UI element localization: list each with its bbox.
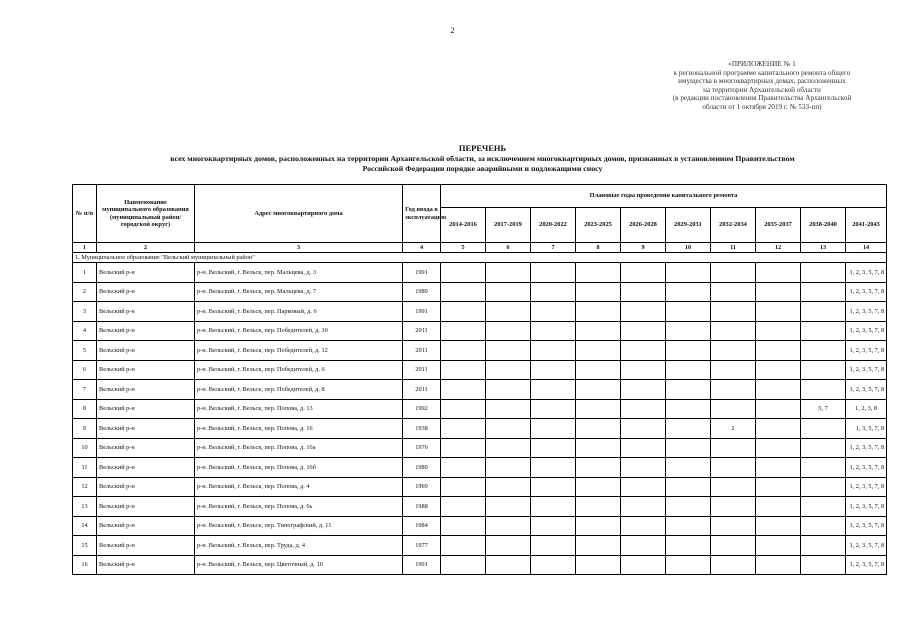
year-cell: 1988 [403, 497, 441, 517]
period-cell [576, 438, 621, 458]
period-cell [756, 555, 801, 575]
period-cell: 1, 2, 3, 5, 7, 8 [846, 536, 887, 556]
municipality-cell: Вельский р-н [97, 497, 195, 517]
period-cell [711, 536, 756, 556]
header-period: 2029-2031 [666, 208, 711, 243]
period-cell [666, 380, 711, 400]
period-cell [531, 497, 576, 517]
period-cell: 1, 2, 3, 5, 7, 8 [846, 516, 887, 536]
column-number: 9 [621, 243, 666, 253]
period-cell [441, 536, 486, 556]
column-number: 1 [73, 243, 97, 253]
municipality-cell: Вельский р-н [97, 341, 195, 361]
address-cell: р-н. Вельский, г. Вельск, пер. Труда, д. 4 [195, 536, 403, 556]
period-cell [711, 360, 756, 380]
period-cell [576, 477, 621, 497]
period-cell [666, 263, 711, 283]
row-number: 3 [73, 302, 97, 322]
period-cell [666, 458, 711, 478]
year-cell: 1938 [403, 419, 441, 439]
column-number: 5 [441, 243, 486, 253]
municipality-cell: Вельский р-н [97, 360, 195, 380]
year-cell: 1980 [403, 458, 441, 478]
period-cell [621, 555, 666, 575]
period-cell [441, 555, 486, 575]
row-number: 5 [73, 341, 97, 361]
address-cell: р-н. Вельский, г. Вельск, пер. Попова, д. 16а [195, 438, 403, 458]
period-cell [711, 263, 756, 283]
municipality-cell: Вельский р-н [97, 282, 195, 302]
period-cell: 1, 2, 3, 5, 7, 8 [846, 321, 887, 341]
period-cell [531, 360, 576, 380]
period-cell [621, 536, 666, 556]
period-cell: 1, 2, 3, 5, 7, 8 [846, 341, 887, 361]
address-cell: р-н. Вельский, г. Вельск, пер. Мальцева, д. 3 [195, 263, 403, 283]
period-cell [801, 302, 846, 322]
period-cell [486, 438, 531, 458]
period-cell [486, 263, 531, 283]
column-number: 11 [711, 243, 756, 253]
table-row [73, 555, 887, 575]
municipality-cell: Вельский р-н [97, 263, 195, 283]
year-cell: 1969 [403, 477, 441, 497]
period-cell [486, 360, 531, 380]
address-cell: р-н. Вельский, г. Вельск, пер. Попова, д. 16 [195, 419, 403, 439]
period-cell [531, 399, 576, 419]
period-cell [486, 380, 531, 400]
period-cell [666, 497, 711, 517]
period-cell [531, 380, 576, 400]
period-cell [666, 399, 711, 419]
header-period: 2035-2037 [756, 208, 801, 243]
row-number: 6 [73, 360, 97, 380]
annex-line: области от 1 октября 2019 г. № 533-пп) [702, 102, 822, 111]
header-address: Адрес многоквартирного дома [195, 185, 403, 243]
row-number: 13 [73, 497, 97, 517]
period-cell [801, 438, 846, 458]
address-cell: р-н. Вельский, г. Вельск, пер. Типографский, д. 11 [195, 516, 403, 536]
period-cell [486, 516, 531, 536]
table-row [73, 438, 887, 458]
period-cell [801, 282, 846, 302]
column-number: 12 [756, 243, 801, 253]
period-cell [801, 555, 846, 575]
page-number: 2 [450, 26, 455, 35]
municipality-cell: Вельский р-н [97, 458, 195, 478]
period-cell [486, 555, 531, 575]
period-cell [441, 477, 486, 497]
table-row [73, 263, 887, 283]
period-cell: 1, 2, 3, 5, 7, 8 [846, 302, 887, 322]
period-cell [441, 380, 486, 400]
period-cell [576, 341, 621, 361]
period-cell [486, 419, 531, 439]
period-cell [576, 399, 621, 419]
period-cell [621, 458, 666, 478]
period-cell: 1, 2, 3, 5, 7, 8 [846, 555, 887, 575]
period-cell: 1, 2, 3, 5, 7, 8 [846, 380, 887, 400]
period-cell [576, 555, 621, 575]
period-cell [531, 477, 576, 497]
header-period: 2032-2034 [711, 208, 756, 243]
period-cell [441, 302, 486, 322]
period-cell [576, 360, 621, 380]
address-cell: р-н. Вельский, г. Вельск, пер. Победителей, д. 8 [195, 380, 403, 400]
period-cell [666, 341, 711, 361]
period-cell: 1, 2, 3, 5, 7, 8 [846, 458, 887, 478]
period-cell [531, 321, 576, 341]
year-cell: 2011 [403, 321, 441, 341]
period-cell [576, 282, 621, 302]
period-cell [531, 263, 576, 283]
period-cell: 1, 2, 3, 5, 7, 8 [846, 477, 887, 497]
period-cell [441, 399, 486, 419]
period-cell [666, 360, 711, 380]
period-cell [441, 516, 486, 536]
header-planned-years: Плановые годы проведения капитального ремонта [441, 185, 887, 208]
column-number: 13 [801, 243, 846, 253]
period-cell [576, 536, 621, 556]
header-year: Год ввода в эксплуатацию [403, 185, 441, 243]
buildings-table-wrap [72, 184, 886, 575]
period-cell [621, 321, 666, 341]
period-cell [441, 282, 486, 302]
period-cell [486, 399, 531, 419]
annex-line: «ПРИЛОЖЕНИЕ № 1 [728, 60, 796, 68]
table-row [73, 321, 887, 341]
period-cell [711, 282, 756, 302]
period-cell [756, 321, 801, 341]
row-number: 14 [73, 516, 97, 536]
annex-line: на территории Архангельской области [703, 85, 821, 94]
period-cell [486, 497, 531, 517]
period-cell [621, 419, 666, 439]
period-cell [621, 399, 666, 419]
row-number: 9 [73, 419, 97, 439]
table-row [73, 302, 887, 322]
period-cell [531, 555, 576, 575]
period-cell [801, 516, 846, 536]
period-cell [621, 263, 666, 283]
row-number: 12 [73, 477, 97, 497]
period-cell [666, 419, 711, 439]
period-cell [441, 263, 486, 283]
period-cell [711, 555, 756, 575]
period-cell [711, 321, 756, 341]
period-cell [666, 302, 711, 322]
period-cell [801, 263, 846, 283]
table-row [73, 419, 887, 439]
period-cell [576, 516, 621, 536]
period-cell [621, 360, 666, 380]
year-cell: 1991 [403, 555, 441, 575]
period-cell [801, 458, 846, 478]
period-cell [801, 321, 846, 341]
row-number: 4 [73, 321, 97, 341]
period-cell [756, 282, 801, 302]
row-number: 7 [73, 380, 97, 400]
column-number: 14 [846, 243, 887, 253]
period-cell [621, 438, 666, 458]
period-cell: 1, 2, 3, 5, 7, 8 [846, 438, 887, 458]
period-cell [441, 321, 486, 341]
period-cell [756, 341, 801, 361]
address-cell: р-н. Вельский, г. Вельск, пер. Попова, д. 4 [195, 477, 403, 497]
period-cell [531, 282, 576, 302]
buildings-table [72, 184, 887, 575]
period-cell [711, 399, 756, 419]
period-cell [576, 458, 621, 478]
table-row [73, 360, 887, 380]
period-cell [486, 341, 531, 361]
period-cell: 1, 2, 3, 5, 7, 8 [846, 282, 887, 302]
year-cell: 2011 [403, 360, 441, 380]
municipality-cell: Вельский р-н [97, 419, 195, 439]
header-period: 2038-2040 [801, 208, 846, 243]
period-cell [531, 536, 576, 556]
municipality-cell: Вельский р-н [97, 555, 195, 575]
period-cell [666, 555, 711, 575]
column-number: 8 [576, 243, 621, 253]
period-cell [801, 497, 846, 517]
row-number: 15 [73, 536, 97, 556]
header-period: 2026-2028 [621, 208, 666, 243]
section-title: 1. Муниципальное образование "Вельский муниципальный район" [73, 253, 887, 263]
row-number: 2 [73, 282, 97, 302]
period-cell [666, 516, 711, 536]
period-cell: 1, 2, 3, 8 [846, 399, 887, 419]
period-cell: 2 [711, 419, 756, 439]
table-row [73, 399, 887, 419]
period-cell [486, 321, 531, 341]
address-cell: р-н. Вельский, г. Вельск, пер. Парковый, д. 6 [195, 302, 403, 322]
period-cell: 1, 2, 3, 5, 7, 8 [846, 497, 887, 517]
row-number: 11 [73, 458, 97, 478]
period-cell [756, 458, 801, 478]
year-cell: 1977 [403, 536, 441, 556]
period-cell [711, 497, 756, 517]
row-number: 1 [73, 263, 97, 283]
column-number: 4 [403, 243, 441, 253]
period-cell [756, 380, 801, 400]
municipality-cell: Вельский р-н [97, 536, 195, 556]
municipality-cell: Вельский р-н [97, 477, 195, 497]
period-cell: 1, 2, 3, 5, 7, 8 [846, 263, 887, 283]
period-cell [441, 419, 486, 439]
address-cell: р-н. Вельский, г. Вельск, пер. Попова, д. 6ь [195, 497, 403, 517]
period-cell [666, 321, 711, 341]
year-cell: 2011 [403, 380, 441, 400]
address-cell: р-н. Вельский, г. Вельск, пер. Победителей, д. 12 [195, 341, 403, 361]
address-cell: р-н. Вельский, г. Вельск, пер. Победителей, д. 6 [195, 360, 403, 380]
header-municipality: Наименование муниципального образования (муниципальный район/городской округ) [97, 185, 195, 243]
period-cell [756, 497, 801, 517]
column-number: 2 [97, 243, 195, 253]
table-row [73, 458, 887, 478]
header-num: № п/п [73, 185, 97, 243]
year-cell: 1989 [403, 282, 441, 302]
period-cell [621, 302, 666, 322]
period-cell [666, 438, 711, 458]
period-cell [666, 282, 711, 302]
period-cell [801, 341, 846, 361]
annex-line: (в редакции постановления Правительства Архангельской [672, 94, 852, 103]
period-cell [711, 516, 756, 536]
period-cell [711, 438, 756, 458]
header-period: 2020-2022 [531, 208, 576, 243]
period-cell [756, 399, 801, 419]
period-cell [621, 497, 666, 517]
header-period: 2014-2016 [441, 208, 486, 243]
period-cell [756, 419, 801, 439]
period-cell [666, 477, 711, 497]
period-cell [486, 458, 531, 478]
period-cell [711, 302, 756, 322]
period-cell [531, 438, 576, 458]
period-cell [576, 419, 621, 439]
municipality-cell: Вельский р-н [97, 399, 195, 419]
period-cell [486, 536, 531, 556]
table-row [73, 477, 887, 497]
title-subheading-cont: Российской Федерации порядке аварийными и подлежащими сносу [362, 164, 603, 173]
period-cell [621, 516, 666, 536]
period-cell [576, 497, 621, 517]
period-cell [801, 536, 846, 556]
year-cell: 1991 [403, 263, 441, 283]
period-cell [801, 477, 846, 497]
period-cell [441, 360, 486, 380]
period-cell [576, 302, 621, 322]
title-subheading: всех многоквартирных домов, расположенных на территории Архангельской области, за исключением многоквартирных домов, признанных в установленном Правительством [170, 154, 795, 163]
period-cell [486, 302, 531, 322]
period-cell [486, 282, 531, 302]
period-cell [576, 380, 621, 400]
annex-line: имущества в многоквартирных домах, расположенных [678, 77, 846, 86]
period-cell [756, 438, 801, 458]
period-cell [576, 263, 621, 283]
header-period: 2041-2043 [846, 208, 887, 243]
column-number: 7 [531, 243, 576, 253]
year-cell: 1976 [403, 438, 441, 458]
period-cell: 1, 2, 3, 5, 7, 8 [846, 360, 887, 380]
period-cell [531, 458, 576, 478]
row-number: 10 [73, 438, 97, 458]
table-row [73, 497, 887, 517]
period-cell [486, 477, 531, 497]
period-cell [801, 419, 846, 439]
period-cell [441, 497, 486, 517]
period-cell [621, 380, 666, 400]
period-cell: 5, 7 [801, 399, 846, 419]
period-cell [756, 536, 801, 556]
period-cell [711, 458, 756, 478]
period-cell [756, 477, 801, 497]
municipality-cell: Вельский р-н [97, 438, 195, 458]
annex-line: к региональной программе капитального ремонта общего [673, 68, 851, 77]
column-number: 6 [486, 243, 531, 253]
address-cell: р-н. Вельский, г. Вельск, пер. Победителей, д. 10 [195, 321, 403, 341]
period-cell [531, 302, 576, 322]
table-row [73, 341, 887, 361]
table-row [73, 536, 887, 556]
municipality-cell: Вельский р-н [97, 380, 195, 400]
period-cell [531, 341, 576, 361]
municipality-cell: Вельский р-н [97, 302, 195, 322]
municipality-cell: Вельский р-н [97, 321, 195, 341]
annex-block [640, 60, 884, 112]
address-cell: р-н. Вельский, г. Вельск, пер. Попова, д. 16б [195, 458, 403, 478]
period-cell: 1, 3, 5, 7, 8 [846, 419, 887, 439]
row-number: 16 [73, 555, 97, 575]
period-cell [756, 263, 801, 283]
row-number: 8 [73, 399, 97, 419]
column-number: 10 [666, 243, 711, 253]
year-cell: 2011 [403, 341, 441, 361]
table-row [73, 380, 887, 400]
period-cell [666, 536, 711, 556]
period-cell [756, 516, 801, 536]
document-title [60, 143, 905, 174]
year-cell: 1991 [403, 302, 441, 322]
year-cell: 1992 [403, 399, 441, 419]
period-cell [576, 321, 621, 341]
period-cell [621, 282, 666, 302]
period-cell [711, 380, 756, 400]
column-number: 3 [195, 243, 403, 253]
period-cell [756, 360, 801, 380]
header-period: 2023-2025 [576, 208, 621, 243]
municipality-cell: Вельский р-н [97, 516, 195, 536]
period-cell [711, 341, 756, 361]
period-cell [441, 458, 486, 478]
address-cell: р-н. Вельский, г. Вельск, пер. Цветочный, д. 10 [195, 555, 403, 575]
period-cell [441, 341, 486, 361]
address-cell: р-н. Вельский, г. Вельск, пер. Попова, д. 13 [195, 399, 403, 419]
period-cell [441, 438, 486, 458]
period-cell [531, 419, 576, 439]
period-cell [711, 477, 756, 497]
period-cell [801, 380, 846, 400]
table-row [73, 282, 887, 302]
period-cell [621, 341, 666, 361]
period-cell [756, 302, 801, 322]
year-cell: 1984 [403, 516, 441, 536]
period-cell [801, 360, 846, 380]
table-row [73, 516, 887, 536]
address-cell: р-н. Вельский, г. Вельск, пер. Мальцева, д. 7 [195, 282, 403, 302]
period-cell [621, 477, 666, 497]
title-heading: ПЕРЕЧЕНЬ [458, 143, 507, 153]
period-cell [531, 516, 576, 536]
header-period: 2017-2019 [486, 208, 531, 243]
